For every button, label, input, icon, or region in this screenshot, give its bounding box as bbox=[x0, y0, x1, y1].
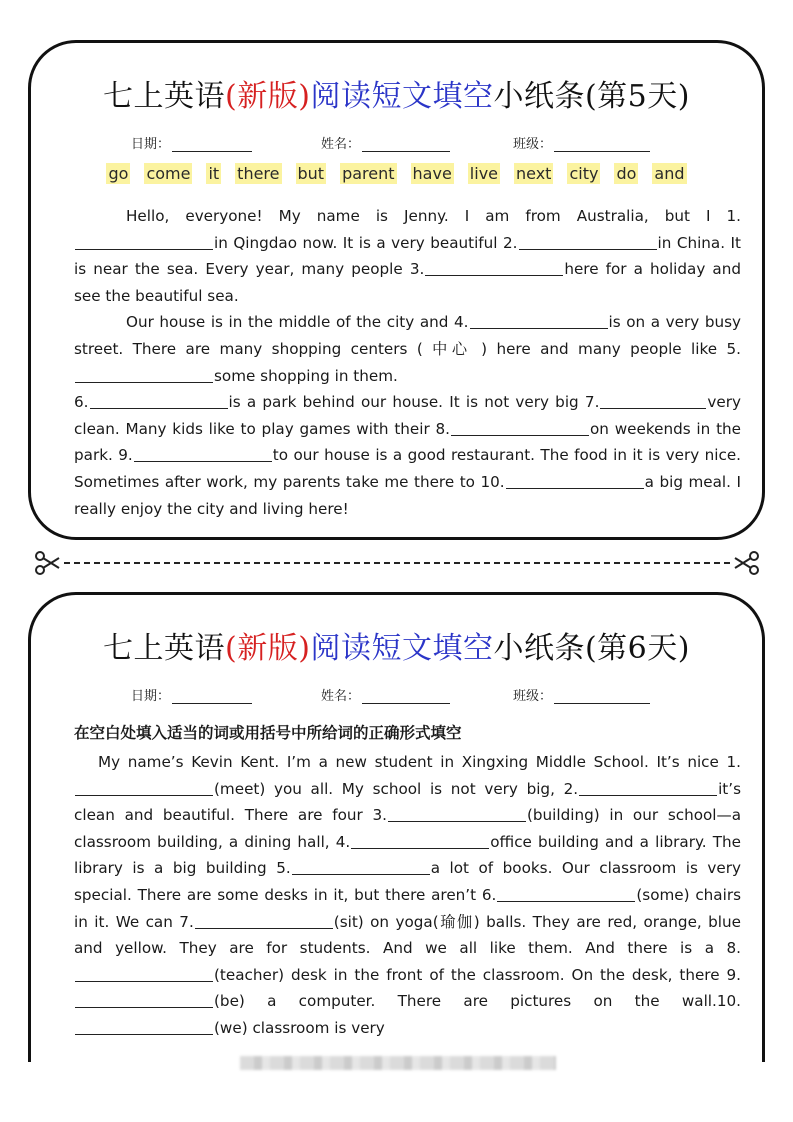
word-bank-item: have bbox=[412, 164, 452, 183]
dashed-divider bbox=[64, 562, 730, 564]
reading-passage-day5 bbox=[74, 203, 741, 522]
answer-blank-5[interactable] bbox=[292, 858, 430, 875]
passage-text: in Qingdao now. It is a very beautiful 2. bbox=[214, 233, 518, 252]
class-label: 班级： bbox=[513, 137, 553, 152]
class-field[interactable] bbox=[513, 685, 650, 704]
passage-text: (meet) you all. My school is not very big, 2. bbox=[214, 779, 579, 798]
word-bank-item: and bbox=[654, 164, 685, 183]
word-bank-item: next bbox=[516, 164, 552, 183]
answer-blank-4[interactable] bbox=[470, 312, 608, 329]
answer-blank-8[interactable] bbox=[75, 965, 213, 982]
passage-text: 6. bbox=[74, 393, 89, 412]
title-part-edition: (新版) bbox=[225, 631, 311, 666]
word-bank bbox=[31, 163, 762, 184]
passage-text: is a park behind our house. It is not very big 7. bbox=[228, 393, 600, 412]
name-field[interactable] bbox=[321, 685, 450, 704]
word-bank-item: come bbox=[146, 164, 191, 183]
title-part-edition: (新版) bbox=[225, 79, 311, 114]
answer-blank-5[interactable] bbox=[75, 366, 213, 383]
passage-text: a lot of books. Our classroom is very special. There are some desks in it, but there aren’t 6. bbox=[74, 859, 741, 904]
answer-blank-3[interactable] bbox=[425, 259, 563, 276]
date-label: 日期： bbox=[131, 689, 171, 704]
reading-passage-day6 bbox=[74, 749, 741, 1042]
passage-text: Hello, everyone! My name is Jenny. I am from Australia, but I 1. bbox=[126, 207, 741, 225]
word-bank-item: there bbox=[237, 164, 280, 183]
passage-text: on weekends in the park. 9. bbox=[74, 419, 741, 465]
word-bank-item: but bbox=[297, 164, 325, 183]
answer-blank-7[interactable] bbox=[600, 392, 706, 409]
passage-text: office building and a library. The library is a big building 5. bbox=[74, 832, 741, 878]
passage-text: is on a very busy street. There are many shopping centers ( 中心 ) here and many people like 5. bbox=[74, 313, 741, 358]
passage-text: (sit) on yoga(瑜伽) balls. They are red, orange, blue and yellow. They are for students. And we all like them. And there is a 8. bbox=[74, 912, 741, 958]
passage-text: some shopping in them. bbox=[214, 366, 398, 385]
answer-blank-3[interactable] bbox=[388, 805, 526, 822]
name-line[interactable] bbox=[362, 137, 450, 152]
date-line[interactable] bbox=[172, 689, 252, 704]
worksheet-day5 bbox=[28, 40, 765, 540]
word-bank-item: live bbox=[469, 164, 498, 183]
passage-text: (teacher) desk in the front of the classroom. On the desk, there 9. bbox=[214, 965, 741, 984]
answer-blank-10[interactable] bbox=[75, 1018, 213, 1035]
passage-text: (some) chairs in it. We can 7. bbox=[74, 885, 741, 931]
answer-blank-8[interactable] bbox=[451, 419, 589, 436]
name-label: 姓名： bbox=[321, 689, 361, 704]
answer-blank-6[interactable] bbox=[90, 392, 228, 409]
paragraph-1 bbox=[74, 203, 741, 309]
date-field[interactable] bbox=[131, 133, 252, 152]
passage-text: to our house is a good restaurant. The food in it is very nice. Sometimes after work, my parents take me there to 10. bbox=[74, 446, 742, 491]
title-part-day: 小纸条(第5天) bbox=[493, 79, 690, 114]
passage-text: (be) a computer. There are pictures on the wall.10. bbox=[214, 992, 741, 1011]
passage-text: (building) in our school—a classroom building, a dining hall, 4. bbox=[74, 806, 742, 851]
word-bank-item: parent bbox=[342, 164, 395, 183]
exercise-instruction: 在空白处填入适当的词或用括号中所给词的正确形式填空 bbox=[74, 723, 462, 742]
answer-blank-9[interactable] bbox=[75, 991, 213, 1008]
answer-blank-9[interactable] bbox=[134, 445, 272, 462]
passage-text: very clean. Many kids like to play games with their 8. bbox=[74, 393, 741, 438]
passage-text: here for a holiday and see the beautiful sea. bbox=[74, 260, 741, 305]
worksheet-title-day6 bbox=[31, 623, 762, 667]
passage-text: a big meal. I really enjoy the city and living here! bbox=[74, 472, 741, 518]
answer-blank-1[interactable] bbox=[75, 779, 213, 796]
answer-blank-2[interactable] bbox=[519, 233, 657, 250]
scissors-icon bbox=[34, 550, 60, 576]
answer-blank-6[interactable] bbox=[497, 885, 635, 902]
class-field[interactable] bbox=[513, 133, 650, 152]
date-line[interactable] bbox=[172, 137, 252, 152]
word-bank-item: go bbox=[108, 164, 129, 183]
class-label: 班级： bbox=[513, 689, 553, 704]
answer-blank-2[interactable] bbox=[579, 779, 717, 796]
word-bank-item: do bbox=[616, 164, 637, 183]
word-bank-item: it bbox=[208, 164, 220, 183]
word-bank-item: city bbox=[569, 164, 599, 183]
paragraph-2 bbox=[74, 309, 741, 389]
class-line[interactable] bbox=[554, 137, 650, 152]
cut-line bbox=[34, 548, 760, 578]
name-label: 姓名： bbox=[321, 137, 361, 152]
class-line[interactable] bbox=[554, 689, 650, 704]
title-part-topic: 阅读短文填空 bbox=[310, 79, 494, 114]
title-part-topic: 阅读短文填空 bbox=[310, 631, 494, 666]
passage-text: (we) classroom is very bbox=[214, 1018, 385, 1037]
passage-text: My name’s Kevin Kent. I’m a new student in Xingxing Middle School. It’s nice 1. bbox=[98, 753, 741, 771]
worksheet-day6 bbox=[28, 592, 765, 1062]
paragraph-1 bbox=[74, 749, 741, 1042]
passage-text: in China. It is near the sea. Every year, many people 3. bbox=[74, 233, 741, 279]
passage-text: Our house is in the middle of the city and 4. bbox=[126, 313, 469, 332]
date-label: 日期： bbox=[131, 137, 171, 152]
scissors-icon bbox=[734, 550, 760, 576]
paragraph-3 bbox=[74, 389, 741, 522]
blurred-footer bbox=[240, 1056, 556, 1070]
date-field[interactable] bbox=[131, 685, 252, 704]
answer-blank-10[interactable] bbox=[506, 472, 644, 489]
name-field[interactable] bbox=[321, 133, 450, 152]
answer-blank-7[interactable] bbox=[195, 912, 333, 929]
name-line[interactable] bbox=[362, 689, 450, 704]
answer-blank-4[interactable] bbox=[351, 832, 489, 849]
title-part-course: 七上英语 bbox=[103, 631, 226, 666]
answer-blank-1[interactable] bbox=[75, 233, 213, 250]
title-part-day: 小纸条(第6天) bbox=[493, 631, 690, 666]
passage-text: it’s clean and beautiful. There are four 3. bbox=[74, 779, 741, 825]
worksheet-title-day5 bbox=[31, 71, 762, 115]
title-part-course: 七上英语 bbox=[103, 79, 226, 114]
